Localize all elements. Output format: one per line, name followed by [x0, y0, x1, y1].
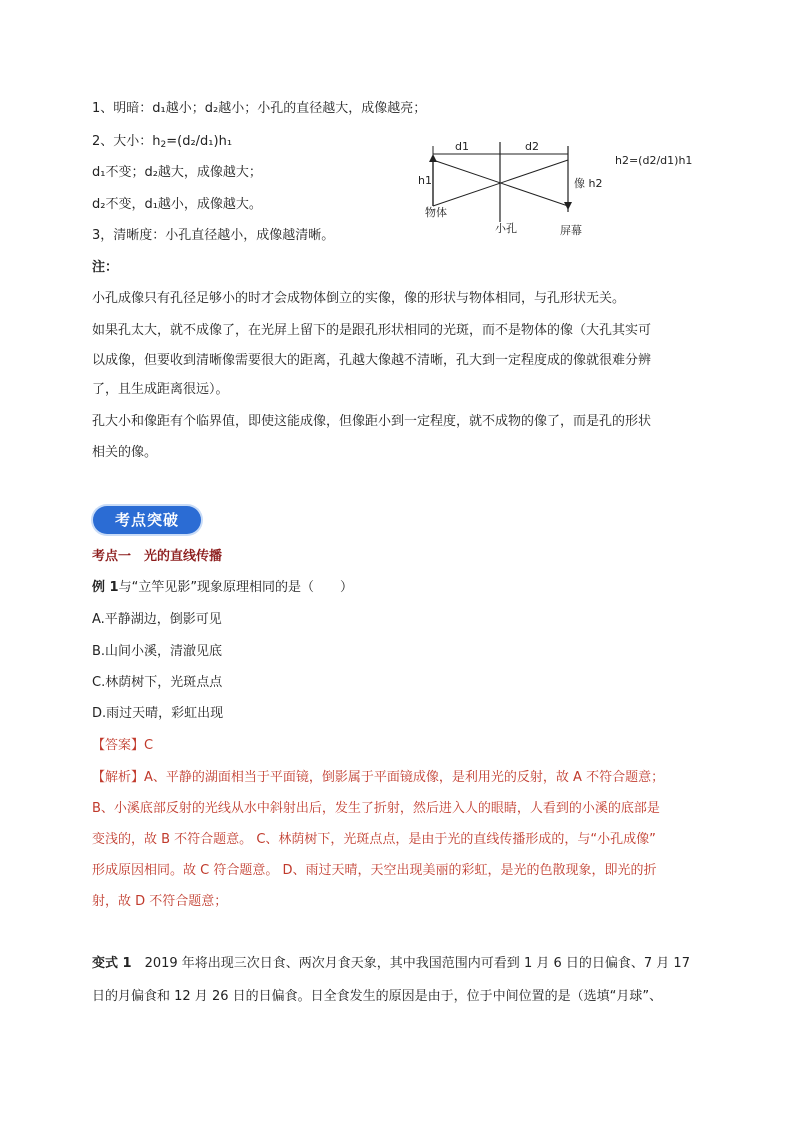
note-p1: 小孔成像只有孔径足够小的时才会成物体倒立的实像，像的形状与物体相同，与孔形状无关。: [92, 291, 626, 306]
analysis-l2: B、小溪底部反射的光线从水中斜射出后，发生了折射，然后进入人的眼睛，人看到的小溪的底部是: [92, 801, 660, 816]
rule-size-prefix: 2、大小：h: [92, 134, 161, 149]
variant-l2: 日的月偏食和 12 月 26 日的日偏食。日全食发生的原因是由于，位于中间位置的是（选填“月球”、: [92, 989, 663, 1004]
variant-label: 变式 1: [92, 956, 132, 971]
option-b: B.山间小溪，清澈见底: [92, 644, 223, 659]
rule-brightness: 1、明暗：d₁越小；d₂越小；小孔的直径越大，成像越亮；: [92, 101, 427, 116]
label-h2: 像 h2: [574, 177, 603, 190]
rule-clarity: 3，清晰度：小孔直径越小，成像越清晰。: [92, 228, 335, 243]
analysis-l4: 形成原因相同。故 C 符合题意。 D、雨过天晴，天空出现美丽的彩虹，是光的色散现象，即光的折: [92, 863, 657, 878]
note-p2-l1: 如果孔太大，就不成像了，在光屏上留下的是跟孔形状相同的光斑，而不是物体的像（大孔其实可: [92, 323, 652, 338]
label-screen: 屏幕: [560, 224, 582, 237]
example-text: 与“立竿见影”现象原理相同的是（ ）: [118, 580, 354, 595]
analysis-l1: 【解析】A、平静的湖面相当于平面镜，倒影属于平面镜成像，是利用光的反射，故 A 不符合题意；: [92, 770, 665, 785]
label-d1: d1: [455, 140, 469, 153]
example-label: 例 1: [92, 580, 119, 595]
rule-size: 2、大小：$h_2=(d_2/d_1)h_1$: [92, 134, 233, 150]
label-hole: 小孔: [495, 222, 517, 235]
note-p3-l2: 相关的像。: [92, 445, 158, 460]
note-p2-l2: 以成像，但要收到清晰像需要很大的距离，孔越大像越不清晰，孔大到一定程度成的像就很难分辨: [92, 353, 652, 368]
rule-size-b: d₂不变，d₁越小，成像越大。: [92, 197, 262, 212]
note-p2-l3: 了，且生成距离很远）。: [92, 382, 229, 397]
label-object: 物体: [425, 206, 447, 219]
option-d: D.雨过天晴，彩虹出现: [92, 706, 224, 721]
rule-size-a: d₁不变；d₂越大，成像越大；: [92, 165, 262, 180]
label-formula: h2=(d2/d1)h1: [615, 154, 693, 167]
option-c: C.林荫树下，光斑点点: [92, 675, 223, 690]
label-h1: h1: [418, 174, 432, 187]
note-title: 注：: [92, 260, 119, 275]
analysis-l3: 变浅的，故 B 不符合题意。 C、林荫树下，光斑点点，是由于光的直线传播形成的，与“小孔成像”: [92, 832, 656, 847]
variant-l1: 变式 1 2019 年将出现三次日食、两次月食天象，其中我国范围内可看到 1 月 6 日的日偏食、7 月 17: [92, 956, 690, 971]
answer-label: 【答案】: [92, 738, 145, 753]
image-arrow: [564, 202, 572, 210]
example-question: [92, 579, 353, 597]
option-a: A.平静湖边，倒影可见: [92, 612, 222, 627]
analysis-label: 【解析】: [92, 770, 145, 785]
analysis-l5: 射，故 D 不符合题意；: [92, 894, 228, 909]
label-d2: d2: [525, 140, 539, 153]
rule-size-formula: =(d₂/d₁)h₁: [166, 134, 233, 149]
pinhole-diagram: [400, 132, 730, 244]
answer-value: C: [144, 738, 154, 753]
section-badge: 考点突破: [93, 506, 201, 534]
answer: [92, 737, 153, 755]
section-title: 考点一 光的直线传播: [92, 549, 223, 564]
note-p3-l1: 孔大小和像距有个临界值，即使这能成像，但像距小到一定程度，就不成物的像了，而是孔的形状: [92, 414, 652, 429]
